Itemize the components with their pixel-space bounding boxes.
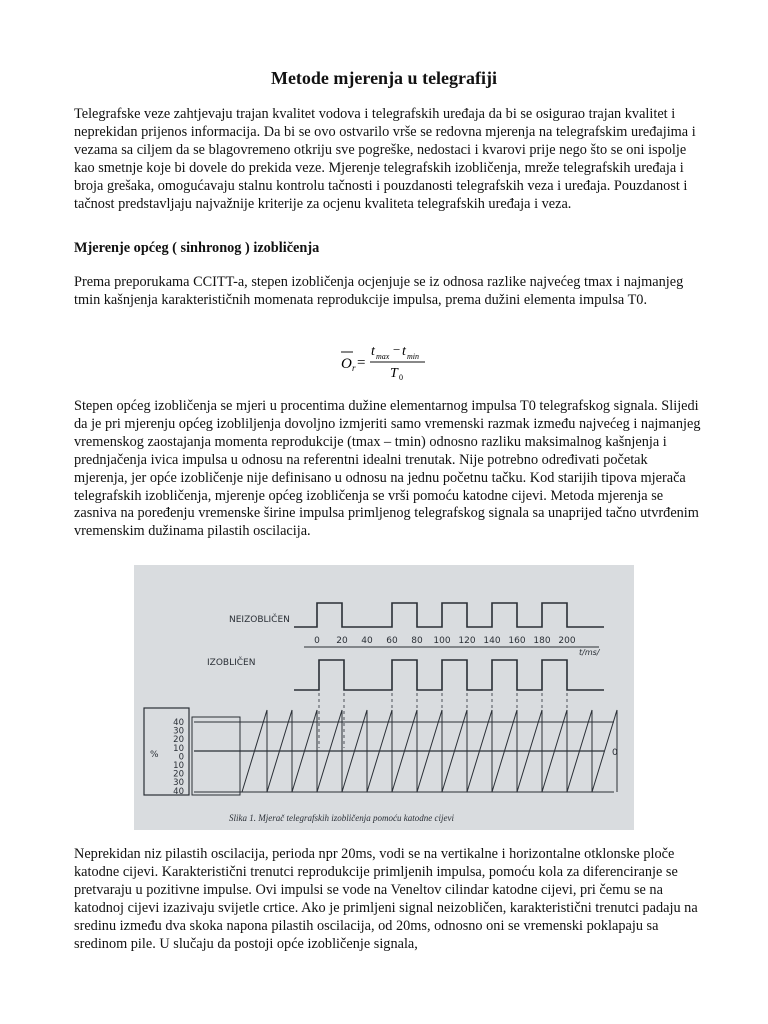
percent-tick-label: 10 [173, 761, 184, 771]
time-tick-label: 0 [314, 636, 320, 646]
label-undistorted: NEIZOBLIČEN [229, 615, 290, 625]
page-title: Metode mjerenja u telegrafiji [270, 68, 498, 88]
oscilloscope-figure [134, 565, 634, 830]
formula-num-sub2: min [407, 352, 419, 361]
percent-tick-label: 20 [173, 735, 184, 746]
time-tick-label: 200 [558, 636, 576, 646]
formula-lhs-sub: r [352, 363, 356, 373]
percent-tick-label: 30 [173, 726, 184, 737]
percent-tick-label: 40 [173, 718, 184, 728]
percent-tick-label: 0 [178, 752, 184, 763]
label-distorted: IZOBLIČEN [207, 658, 256, 668]
time-tick-label: 140 [483, 636, 501, 646]
paragraph-definition: Prema preporukama CCITT-a, stepen izobličenja ocjenjuje se iz odnosa razlike najvećeg tmax i najmanjeg tmin kašnjenja karakterističnih momenata reprodukcije impulsa, prema dužini elementa impulsa T0. [74, 274, 684, 308]
time-tick-label: 100 [433, 636, 451, 646]
time-tick-label: 120 [458, 636, 476, 646]
formula-svg [330, 340, 450, 384]
section-heading: Mjerenje općeg ( sinhronog ) izobličenja [74, 240, 320, 256]
percent-sign: % [150, 750, 159, 760]
percent-tick-label: 20 [173, 769, 184, 780]
formula-lhs: O [341, 356, 352, 372]
percent-tick-label: 40 [173, 786, 184, 797]
paragraph-method: Stepen općeg izobličenja se mjeri u procentima dužine elementarnog impulsa T0 telegrafskog signala. Slijedi da je pri mjerenju općeg izobliljenja dovoljno izmjeriti samo vremenski razmak između najvećeg i najmanjeg vremenskog zaostajanja momenta reprodukcije (tmax – tmin) odnosno razliku maksimalnog kašnjenja i prednjačenja ivica impulsa u odnosu na referentni idealni trenutak. Nije potrebno određivati početak mjerenja, jer opće izobličenje nije definisano u odnosu na jednu početnu tačku. Kod starijih tipova mjerača telegrafskih izobličenja, mjerenje općeg izobličenja se vrši pomoću katodne cijevi. Metoda mjerenja se zasniva na poređenju vremenske širine impulsa primljenog telegrafskog signala sa unaprijed tačno utvrđenim vremenskim dužinama pilastih oscilacija. [74, 398, 701, 540]
formula-den-sub: 0 [399, 373, 403, 382]
time-tick-label: 40 [361, 636, 373, 646]
figure-svg [134, 565, 634, 830]
figure-background [134, 565, 634, 830]
time-tick-label: 60 [386, 636, 398, 646]
paragraph-continuation: Neprekidan niz pilastih oscilacija, perioda npr 20ms, vodi se na vertikalne i horizontalne otklonske ploče katodne cijevi. Karakteristični trenutci reprodukcije primljenih impulsa, pomoću kola za diferenciranje se pretvaraju u pozitivne impulse. Ovi impulsi se vode na Veneltov cilindar katodne cijevi, pri čemu se na katodnoj cijevi izazivaju svijetle crtice. Ako je primljeni signal neizobličen, karakteristični trenutci padaju na sredinu između dva skoka napona pilastih oscilacija, od 20ms, odnosno oni se vremenski poklapaju sa sredinom pile. U slučaju da postoji opće izobličenje signala, [74, 846, 698, 952]
percent-tick-label: 30 [173, 778, 184, 789]
time-tick-label: 180 [533, 636, 551, 646]
time-axis-unit: t/ms/ [579, 648, 600, 657]
zero-label: 0 [612, 748, 618, 758]
formula-den-t: T [390, 366, 398, 381]
formula-num-t1: t [371, 344, 375, 359]
time-tick-label: 20 [336, 636, 348, 646]
figure-caption: Slika 1. Mjerač telegrafskih izobličenja pomoću katodne cijevi [229, 813, 454, 823]
percent-tick-label: 10 [173, 743, 184, 754]
formula-num-t2: t [402, 344, 406, 359]
formula-num-sub1: max [376, 352, 390, 361]
formula-minus: − [393, 342, 401, 357]
time-tick-label: 80 [411, 636, 423, 646]
paragraph-intro: Telegrafske veze zahtjevaju trajan kvalitet vodova i telegrafskih uređaja da bi se osigurao trajan kvalitet i neprekidan prijenos informacija. Da bi se ovo ostvarilo vrše se redovna mjerenja na telegrafskim uređajima i vezama sa ciljem da se blagovremeno otkriju sve pogreške, nedostaci i kvarovi prije nego što se oni ispolje kao smetnje koje bi dovele do prekida veze. Mjerenje telegrafskih izobličenja, mreže telegrafskih uređaja i broja grešaka, omogućavaju stalnu kontrolu tačnosti i pouzdanosti telegrafskih veza i uređaja. Pouzdanost i tačnost predstavljaju najvažnije kriterije za ocjenu kvaliteta telegrafskih uređaja i veza. [74, 106, 696, 212]
distortion-formula [330, 340, 450, 384]
time-tick-label: 160 [508, 636, 526, 646]
formula-equals: = [357, 355, 366, 371]
